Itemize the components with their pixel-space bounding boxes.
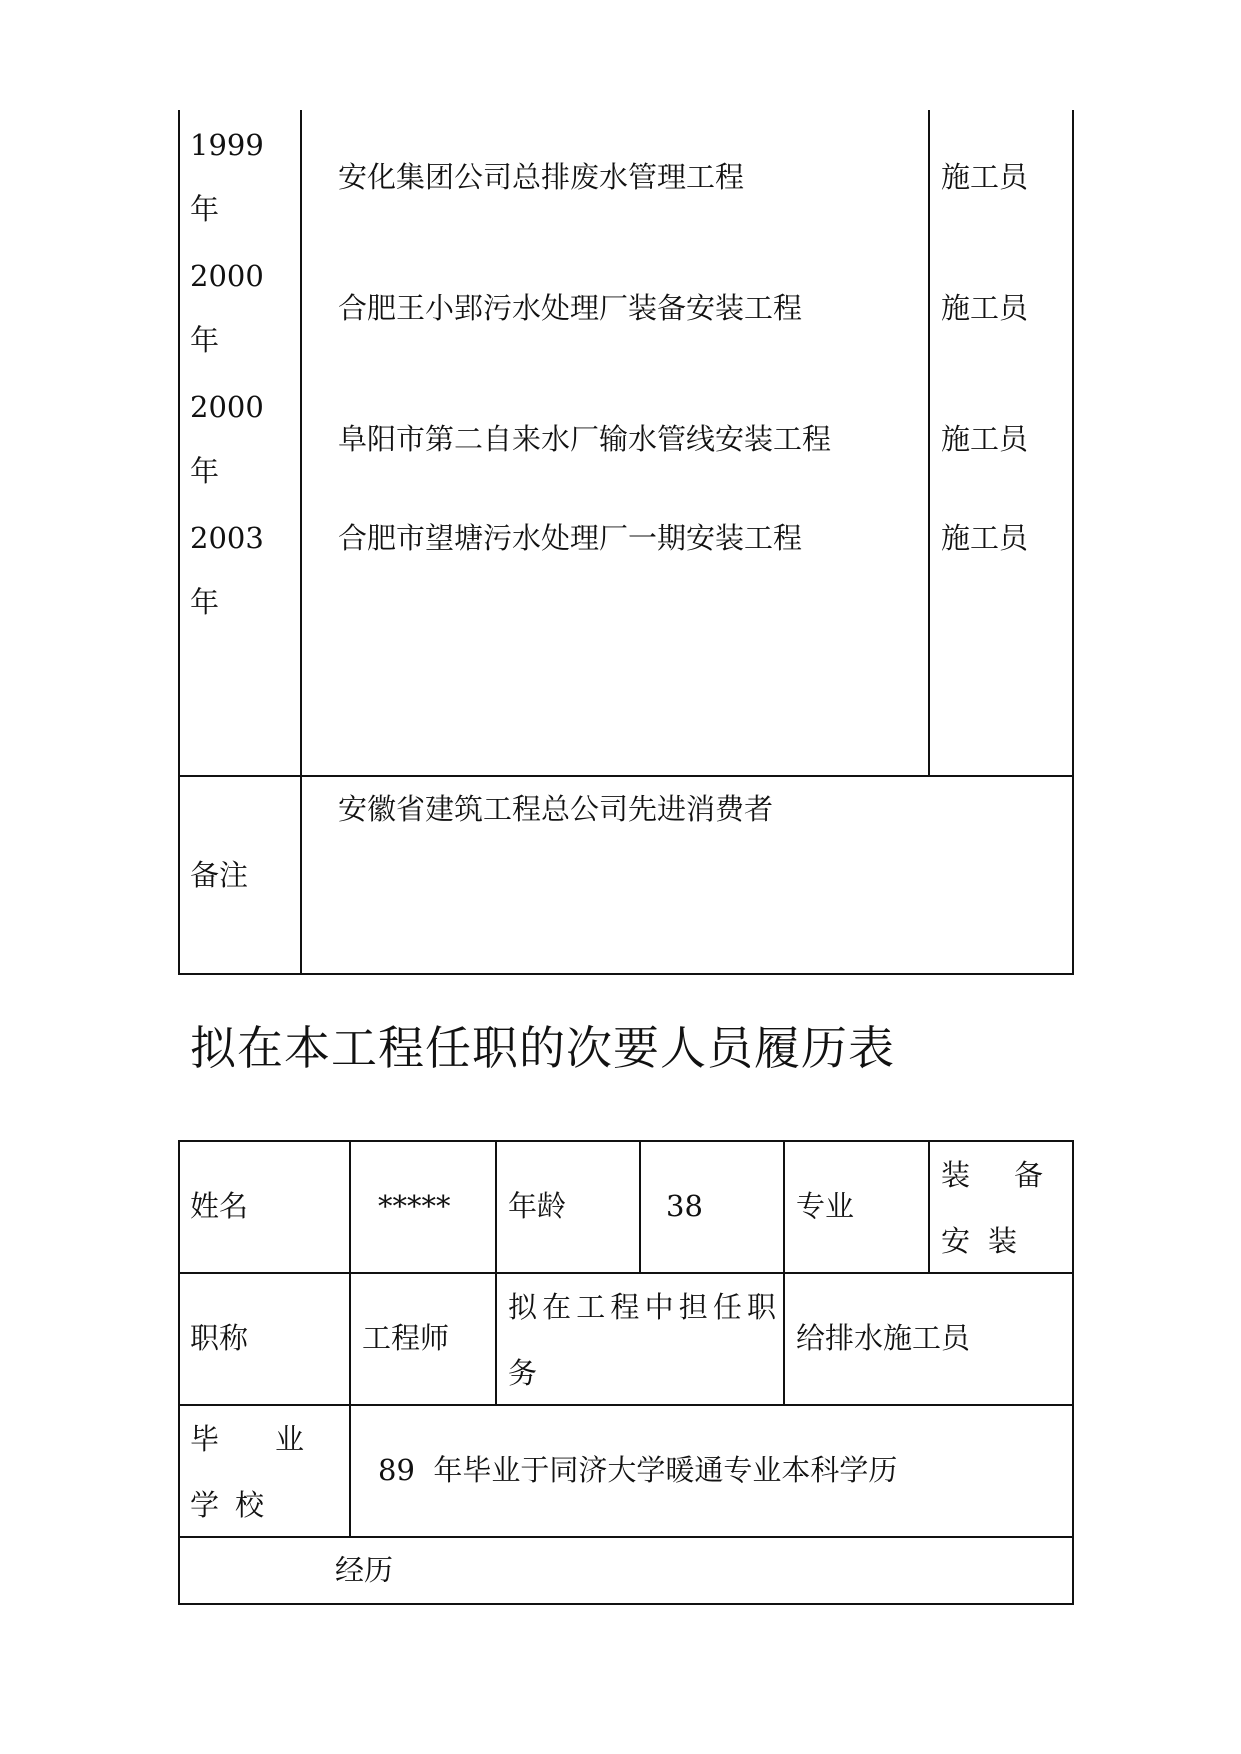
section-title: 拟在本工程任职的次要人员履历表 bbox=[190, 1021, 895, 1075]
remarks-value: 安徽省建筑工程总公司先进消费者 bbox=[338, 792, 774, 826]
experience-label: 经历 bbox=[335, 1553, 394, 1587]
table-row-project: 阜阳市第二自来水厂输水管线安装工程 bbox=[338, 422, 832, 456]
table-col-divider bbox=[928, 1140, 930, 1272]
table-divider-year bbox=[300, 110, 302, 975]
table-border-right bbox=[1072, 1140, 1074, 1605]
title-label: 职称 bbox=[190, 1321, 249, 1355]
table-row-role: 施工员 bbox=[941, 291, 1029, 325]
duty-label: 拟在工程中担任职务 bbox=[508, 1290, 778, 1390]
table-col-divider bbox=[639, 1140, 641, 1272]
major-label: 专业 bbox=[796, 1189, 855, 1223]
table-row-year: 2000 年 bbox=[190, 390, 264, 488]
age-label: 年龄 bbox=[508, 1189, 567, 1223]
table-divider-role bbox=[928, 110, 930, 775]
table-col-divider bbox=[783, 1140, 785, 1404]
name-label: 姓名 bbox=[190, 1189, 249, 1223]
table-row-year: 2003 年 bbox=[190, 521, 264, 619]
table-border-left bbox=[178, 110, 180, 975]
table-border-top bbox=[178, 1140, 1074, 1142]
table-row-year: 1999 年 bbox=[190, 128, 264, 226]
table-border-right bbox=[1072, 110, 1074, 975]
title-value: 工程师 bbox=[362, 1321, 450, 1355]
table-row-project: 合肥王小郢污水处理厂装备安装工程 bbox=[338, 291, 803, 325]
table-border-left bbox=[178, 1140, 180, 1605]
table-row-role: 施工员 bbox=[941, 160, 1029, 194]
remarks-label: 备注 bbox=[190, 858, 249, 892]
table-row-role: 施工员 bbox=[941, 422, 1029, 456]
name-value: ***** bbox=[378, 1189, 451, 1223]
duty-value: 给排水施工员 bbox=[796, 1321, 971, 1355]
table-border-bottom bbox=[178, 973, 1074, 975]
table-border-bottom bbox=[178, 1603, 1074, 1605]
major-value: 装备安装 bbox=[941, 1158, 1061, 1258]
table-row-year: 2000 年 bbox=[190, 259, 264, 357]
school-label: 毕业学校 bbox=[190, 1422, 320, 1522]
table-col-divider bbox=[495, 1140, 497, 1404]
table-col-divider bbox=[349, 1140, 351, 1536]
school-value: 89 年毕业于同济大学暖通专业本科学历 bbox=[378, 1453, 898, 1487]
table-row-role: 施工员 bbox=[941, 521, 1029, 555]
age-value: 38 bbox=[666, 1189, 703, 1223]
table-row-project: 安化集团公司总排废水管理工程 bbox=[338, 160, 745, 194]
table-row-project: 合肥市望塘污水处理厂一期安装工程 bbox=[338, 521, 803, 555]
